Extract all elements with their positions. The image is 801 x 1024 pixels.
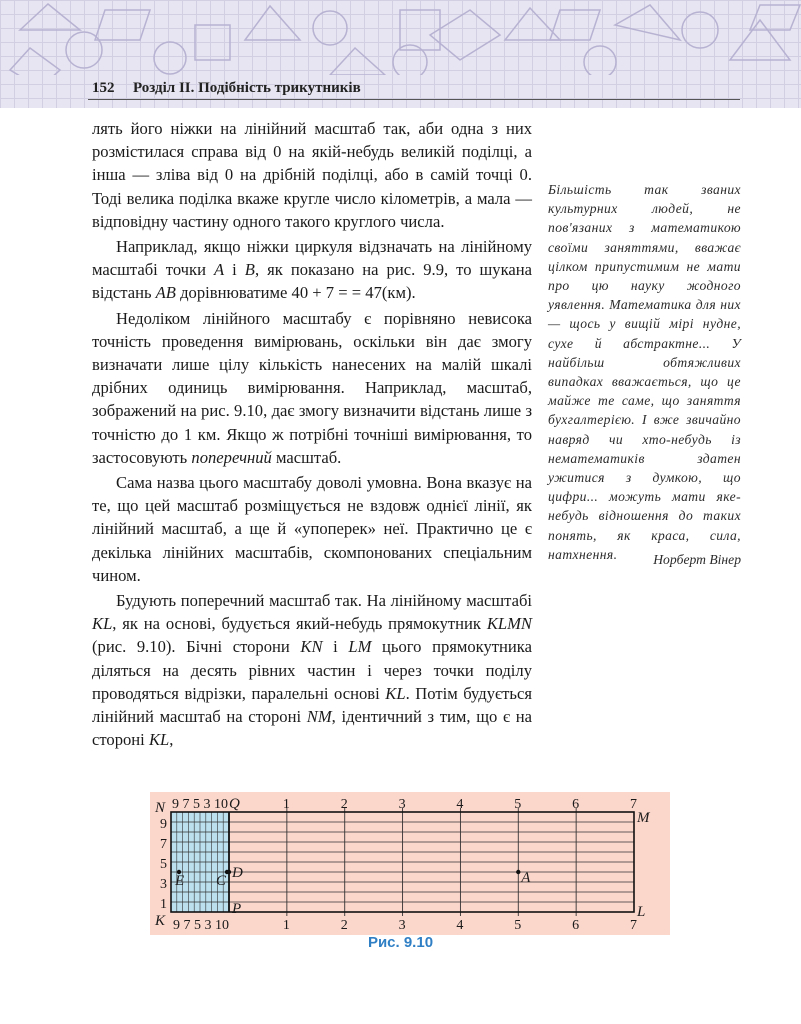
bottom-small-tick-label: 3 [204,918,212,933]
top-small-tick-label: 10 [214,797,228,812]
chapter-title: Розділ II. Подібність трикутників [133,80,361,96]
bottom-small-tick-label: 5 [194,918,201,933]
main-text [92,117,532,751]
point-a [516,870,520,874]
point-d [227,870,231,874]
point-label-q: Q [229,796,240,812]
paragraph-4: Сама назва цього масштабу доволі умовна. Вона вказує на те, що цей масштаб розміщується не вздовж однієї лінії, як лінійний масштаб, а ще й «упоперек» неї. Практично це є декілька лінійних масштабів, скомпонованих спеціальним чином. [92,473,532,585]
bottom-big-tick-label: 6 [572,918,580,933]
page-number: 152 [92,80,115,96]
figure-transverse-scale [150,792,670,935]
top-big-tick-label: 6 [572,797,580,812]
decorative-shapes [0,0,801,75]
paragraph-2: Наприклад, якщо ніжки циркуля відзначать на лінійному масштабі точки A і B, як показано на рис. 9.9, то шукана відстань AB дорівнюватиме 40 + 7 = = 47(км). [92,237,532,303]
top-small-tick-label: 5 [193,797,200,812]
point-label-d: D [232,865,243,881]
left-scale-label: 5 [160,857,167,872]
bottom-small-tick-label: 10 [215,918,229,933]
point-label-k: K [155,913,166,929]
left-scale-label: 7 [160,837,167,852]
top-big-tick-label: 2 [340,797,348,812]
point-label-p: P [232,901,242,917]
top-small-tick-label: 7 [182,797,190,812]
top-big-tick-label: 7 [630,797,637,812]
bottom-big-tick-label: 7 [630,918,637,933]
bottom-big-tick-label: 3 [398,918,406,933]
transverse-scale-diagram [150,792,670,935]
point-label-a: A [521,870,531,886]
header-band [0,0,801,108]
left-scale-label: 1 [160,897,167,912]
top-big-tick-label: 4 [456,797,464,812]
point-label-m: M [637,810,650,826]
point-label-l: L [637,904,646,920]
top-small-tick-label: 9 [172,797,179,812]
left-scale-label: 3 [160,877,167,892]
paragraph-5: Будують поперечний масштаб так. На лінійному масштабі KL, як на основі, будується який-небудь прямокутник KLMN (рис. 9.10). Бічні сторони KN і LM цього прямокутника діляться на десять рівних частин і через точки поділу проводяться відрізки, паралельні основі KL. Потім будується лінійний масштаб на стороні NM, ідентичний з тим, що є на стороні KL, [92,591,533,750]
left-scale-label: 9 [160,817,167,832]
top-big-tick-label: 1 [282,797,290,812]
point-label-n: N [155,800,166,816]
quote-author: Норберт Вінер [653,552,741,567]
bottom-big-tick-label: 2 [340,918,348,933]
top-big-tick-label: 5 [514,797,522,812]
bottom-big-tick-label: 5 [514,918,522,933]
figure-caption: Рис. 9.10 [367,934,434,951]
bottom-big-tick-label: 1 [282,918,290,933]
point-label-e: E [175,873,185,889]
top-small-tick-label: 3 [203,797,211,812]
bottom-small-tick-label: 9 [173,918,180,933]
top-big-tick-label: 3 [398,797,406,812]
header-rule [88,99,740,100]
paragraph-3: Недоліком лінійного масштабу є порівняно невисока точність проведення вимірювань, оскільки він дає змогу визначати лише цілу кількість нанесених на малій шкалі дрібних одиниць вимірювання. Наприклад, масштаб, зображений на рис. 9.10, дає змогу визначити відстань лише з точністю до 1 км. Якщо ж потрібні точніші вимірювання, то застосовують поперечний масштаб. [92,308,532,467]
point-label-c: C [216,873,227,889]
paragraph-1: лять його ніжки на лінійний масштаб так, аби одна з них розмістилася справа від 0 на якій-небудь великій поділці, а інша — зліва від 0 на дрібній поділці, або в самій точці 0. Тоді велика поділка вкаже кругле число кілометрів, а мала — відповідну частину одного такого круглого числа. [92,119,532,231]
sidebar-quote: Більшість так званих культурних людей, не пов'язаних з математикою своїми заняттями, вважає цілком припустимим не мати про цю науку жодного уявлення. Математика для них — щось у вищій мірі нудне, сухе й абстрактне... У найбільш обтяжливих випадках вважається, що це майже те саме, що заняття бухгалтерією. І вже звичайно навряд чи хто-небудь із нематематиків здатен ужитися з думкою, що цифри... можуть мати яке-небудь відношення до таких понять, як краса, сила, натхнення. [548,182,741,562]
bottom-big-tick-label: 4 [456,918,464,933]
bottom-small-tick-label: 7 [183,918,191,933]
